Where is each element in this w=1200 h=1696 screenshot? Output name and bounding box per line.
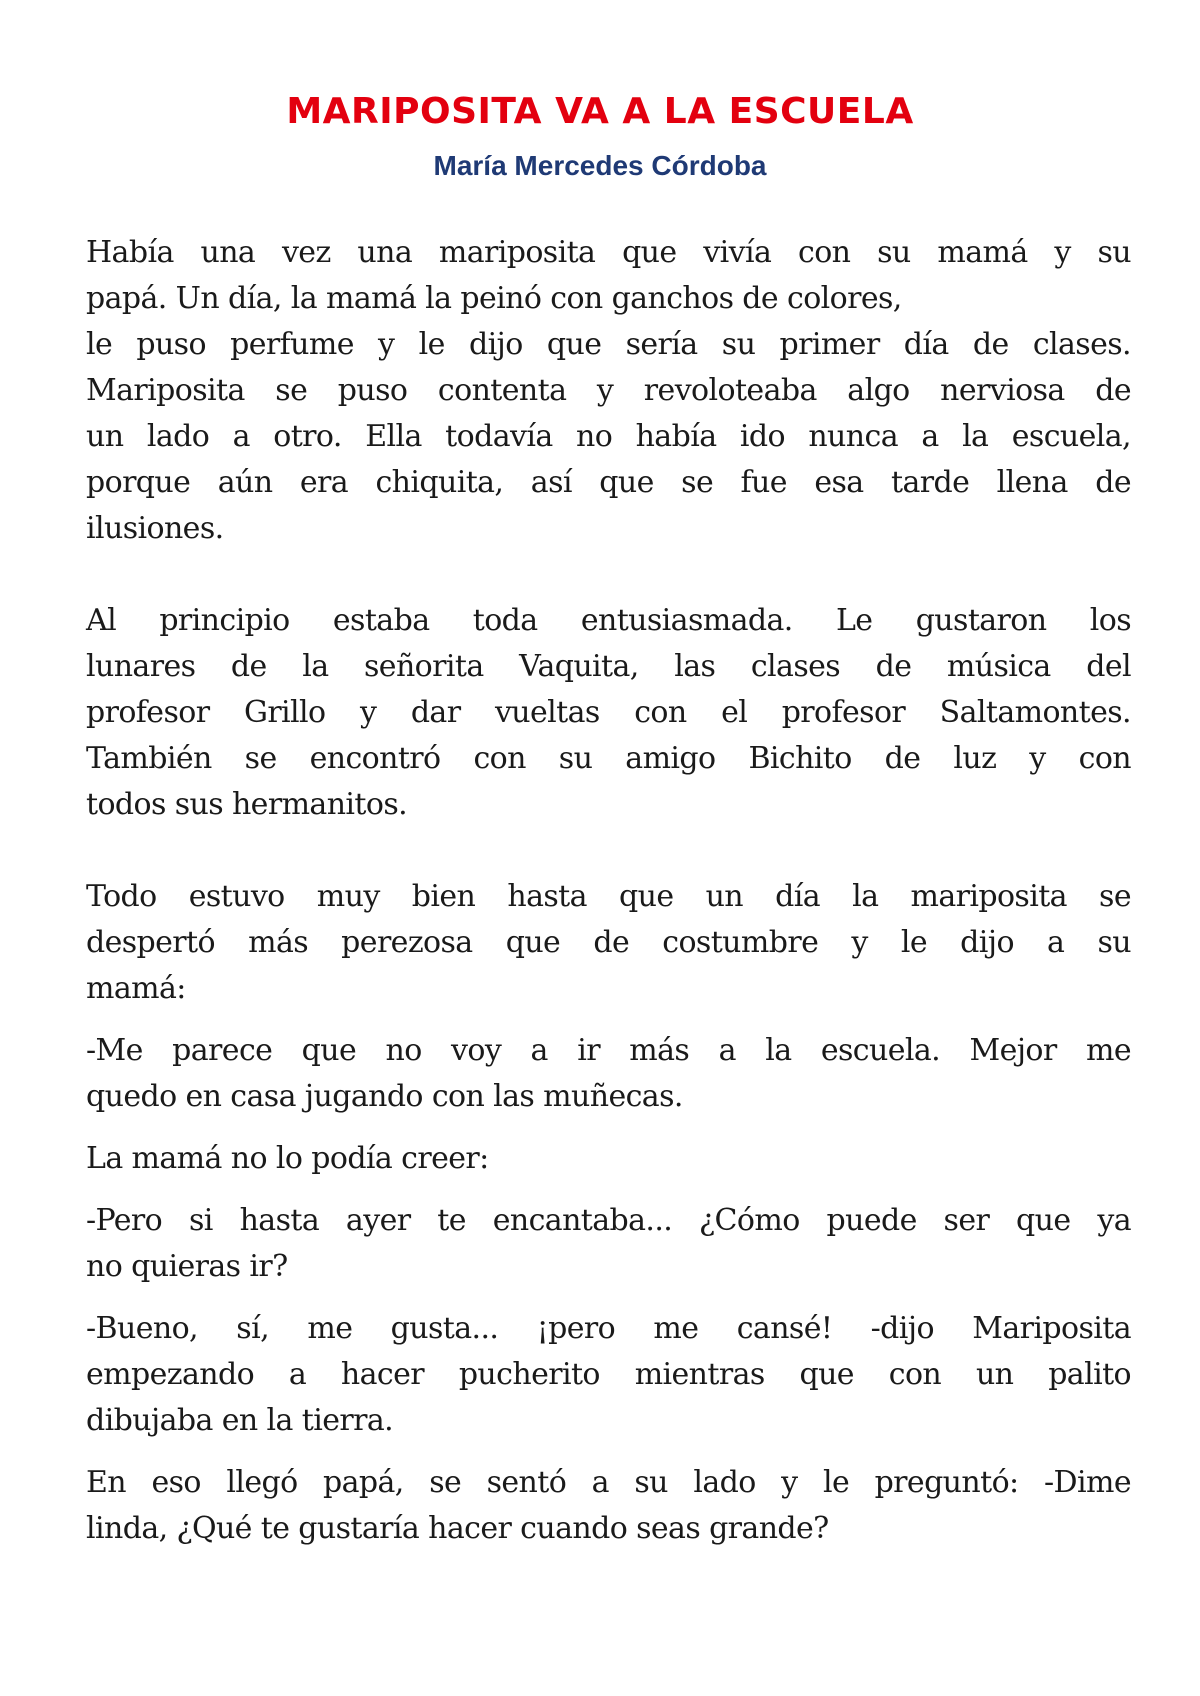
text-line: dibujaba en la tierra. [86, 1403, 394, 1438]
story-body [86, 230, 1131, 1552]
paragraph-6 [86, 1198, 1131, 1290]
paragraph-4 [86, 1028, 1131, 1120]
document-title: MARIPOSITA VA A LA ESCUELA [286, 91, 914, 132]
paragraph-2 [86, 598, 1131, 828]
paragraph-gap [86, 1182, 1131, 1198]
paragraph-1 [86, 230, 1131, 552]
text-line: En eso llegó papá, se sentó a su lado y le preguntó: -Dime [86, 1465, 1131, 1500]
text-line: Al principio estaba toda entusiasmada. Le gustaron los [86, 603, 1131, 638]
paragraph-gap [86, 828, 1131, 874]
text-line: porque aún era chiquita, así que se fue esa tarde llena de [86, 465, 1131, 500]
text-line: despertó más perezosa que de costumbre y le dijo a su [86, 925, 1131, 960]
document-author: María Mercedes Córdoba [433, 150, 767, 181]
text-line: papá. Un día, la mamá la peinó con ganchos de colores, [86, 281, 902, 316]
text-line: empezando a hacer pucherito mientras que con un palito [86, 1357, 1131, 1392]
paragraph-gap [86, 1120, 1131, 1136]
text-line: También se encontró con su amigo Bichito de luz y con [86, 741, 1131, 776]
text-line: Todo estuvo muy bien hasta que un día la mariposita se [86, 879, 1131, 914]
text-line: un lado a otro. Ella todavía no había ido nunca a la escuela, [86, 419, 1131, 454]
text-line: -Pero si hasta ayer te encantaba... ¿Cómo puede ser que ya [86, 1203, 1131, 1238]
paragraph-8 [86, 1460, 1131, 1552]
text-line: le puso perfume y le dijo que sería su primer día de clases. [86, 327, 1131, 362]
text-line: todos sus hermanitos. [86, 787, 408, 822]
paragraph-gap [86, 1444, 1131, 1460]
text-line: mamá: [86, 971, 186, 1006]
text-line: La mamá no lo podía creer: [86, 1141, 489, 1176]
text-line: Mariposita se puso contenta y revoloteaba algo nerviosa de [86, 373, 1131, 408]
text-line: ilusiones. [86, 511, 224, 546]
paragraph-7 [86, 1306, 1131, 1444]
paragraph-3 [86, 874, 1131, 1012]
paragraph-gap [86, 1290, 1131, 1306]
text-line: profesor Grillo y dar vueltas con el profesor Saltamontes. [86, 695, 1131, 730]
paragraph-gap [86, 1012, 1131, 1028]
paragraph-gap [86, 552, 1131, 598]
text-line: lunares de la señorita Vaquita, las clases de música del [86, 649, 1131, 684]
text-line: Había una vez una mariposita que vivía con su mamá y su [86, 235, 1131, 270]
text-line: no quieras ir? [86, 1249, 288, 1284]
text-line: quedo en casa jugando con las muñecas. [86, 1079, 683, 1114]
text-line: linda, ¿Qué te gustaría hacer cuando seas grande? [86, 1511, 829, 1546]
text-line: -Me parece que no voy a ir más a la escuela. Mejor me [86, 1033, 1131, 1068]
paragraph-5 [86, 1136, 1131, 1182]
text-line: -Bueno, sí, me gusta... ¡pero me cansé! -dijo Mariposita [86, 1311, 1131, 1346]
